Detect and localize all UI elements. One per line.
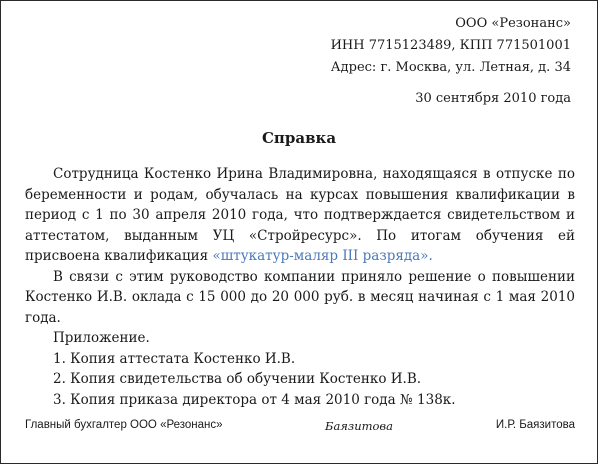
paragraph-2: В связи с этим руководство компании приняло решение о повышении Костенко И.В. оклада с 15 000 до 20 000 руб. в месяц начиная с 1 мая 2010 года. [25, 268, 575, 326]
paragraph-1-text: Сотрудница Костенко Ирина Владимировна, находящаяся в отпуске по беременности и родам, обучалась на курсах повышения квалификации в период с 1 по 30 апреля 2010 года, что подтверждается свидетельством и аттестатом, выданным УЦ «Стройресурс». По итогам обучения ей присвоена квалификация [25, 166, 575, 264]
organization-header [331, 13, 571, 79]
signer-name: И.Р. Баязитова [495, 419, 575, 431]
attachments-title: Приложение. [53, 330, 150, 346]
org-inn-kpp: ИНН 7715123489, КПП 771501001 [330, 38, 571, 53]
paragraph-1 [25, 164, 575, 267]
qualification-highlight: «штукатур-маляр III разряда». [212, 248, 433, 264]
handwritten-signature: Баязитова [325, 419, 393, 433]
attachments-list [25, 349, 575, 411]
document-date: 30 сентября 2010 года [415, 91, 571, 106]
list-item: 2. Копия свидетельства об обучении Костенко И.В. [53, 371, 422, 387]
document-body [25, 164, 575, 410]
list-item: 1. Копия аттестата Костенко И.В. [53, 350, 296, 367]
org-name: ООО «Резонанс» [455, 16, 571, 31]
signer-role: Главный бухгалтер ООО «Резонанс» [25, 419, 223, 431]
list-item: 3. Копия приказа директора от 4 мая 2010 года № 138к. [53, 391, 456, 408]
org-address: Адрес: г. Москва, ул. Летная, д. 34 [330, 60, 571, 75]
document-title: Справка [261, 129, 337, 147]
